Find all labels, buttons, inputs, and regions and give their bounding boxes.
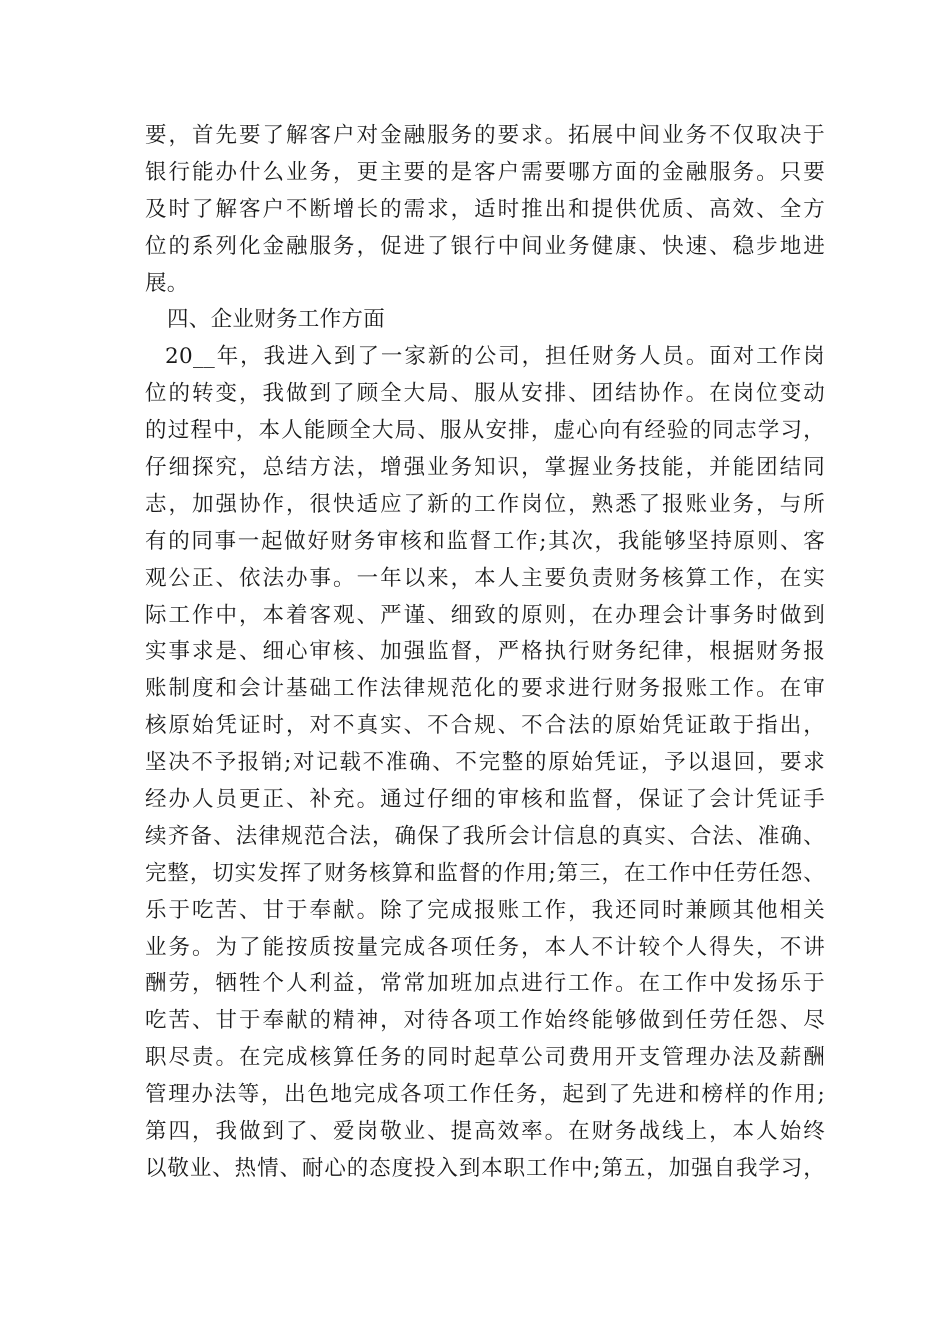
text-line: 坚决不予报销;对记载不准确、不完整的原始凭证，予以退回，要求 (145, 750, 825, 776)
text-line: 银行能办什么业务，更主要的是客户需要哪方面的金融服务。只要 (145, 159, 825, 185)
text-line: 账制度和会计基础工作法律规范化的要求进行财务报账工作。在审 (145, 676, 825, 702)
text-line: 有的同事一起做好财务审核和监督工作;其次，我能够坚持原则、客 (145, 528, 825, 554)
text-line: 职尽责。在完成核算任务的同时起草公司费用开支管理办法及薪酬 (145, 1045, 825, 1071)
text-line: 管理办法等，出色地完成各项工作任务，起到了先进和榜样的作用; (145, 1082, 825, 1108)
text-line: 志，加强协作，很快适应了新的工作岗位，熟悉了报账业务，与所 (145, 491, 825, 517)
text-line: 展。 (145, 270, 189, 296)
text-line: 吃苦、甘于奉献的精神，对待各项工作始终能够做到任劳任怨、尽 (145, 1008, 825, 1034)
text-line: 位的系列化金融服务，促进了银行中间业务健康、快速、稳步地进 (145, 233, 825, 259)
text-line: 酬劳，牺牲个人利益，常常加班加点进行工作。在工作中发扬乐于 (145, 971, 825, 997)
document-body (145, 118, 825, 1188)
text-line: 核原始凭证时，对不真实、不合规、不合法的原始凭证敢于指出， (145, 713, 825, 739)
text-line: 观公正、依法办事。一年以来，本人主要负责财务核算工作，在实 (145, 565, 825, 591)
text-line: 以敬业、热情、耐心的态度投入到本职工作中;第五，加强自我学习， (145, 1155, 825, 1181)
text-line: 20__年，我进入到了一家新的公司，担任财务人员。面对工作岗 (165, 344, 825, 370)
text-line: 及时了解客户不断增长的需求，适时推出和提供优质、高效、全方 (145, 196, 825, 222)
text-line: 乐于吃苦、甘于奉献。除了完成报账工作，我还同时兼顾其他相关 (145, 897, 825, 923)
text-line: 业务。为了能按质按量完成各项任务，本人不计较个人得失，不讲 (145, 934, 825, 960)
text-line: 第四，我做到了、爱岗敬业、提高效率。在财务战线上，本人始终 (145, 1119, 825, 1145)
text-line: 经办人员更正、补充。通过仔细的审核和监督，保证了会计凭证手 (145, 787, 825, 813)
text-line: 完整，切实发挥了财务核算和监督的作用;第三，在工作中任劳任怨、 (145, 860, 825, 886)
text-line: 位的转变，我做到了顾全大局、服从安排、团结协作。在岗位变动 (145, 381, 825, 407)
text-line: 要，首先要了解客户对金融服务的要求。拓展中间业务不仅取决于 (145, 123, 825, 148)
text-line: 的过程中，本人能顾全大局、服从安排，虚心向有经验的同志学习， (145, 418, 825, 444)
text-line: 续齐备、法律规范合法，确保了我所会计信息的真实、合法、准确、 (145, 823, 825, 849)
text-line: 仔细探究，总结方法，增强业务知识，掌握业务技能，并能团结同 (145, 455, 825, 481)
text-line: 际工作中，本着客观、严谨、细致的原则，在办理会计事务时做到 (145, 602, 825, 628)
section-heading: 四、企业财务工作方面 (167, 307, 386, 333)
text-line: 实事求是、细心审核、加强监督，严格执行财务纪律，根据财务报 (145, 639, 825, 665)
